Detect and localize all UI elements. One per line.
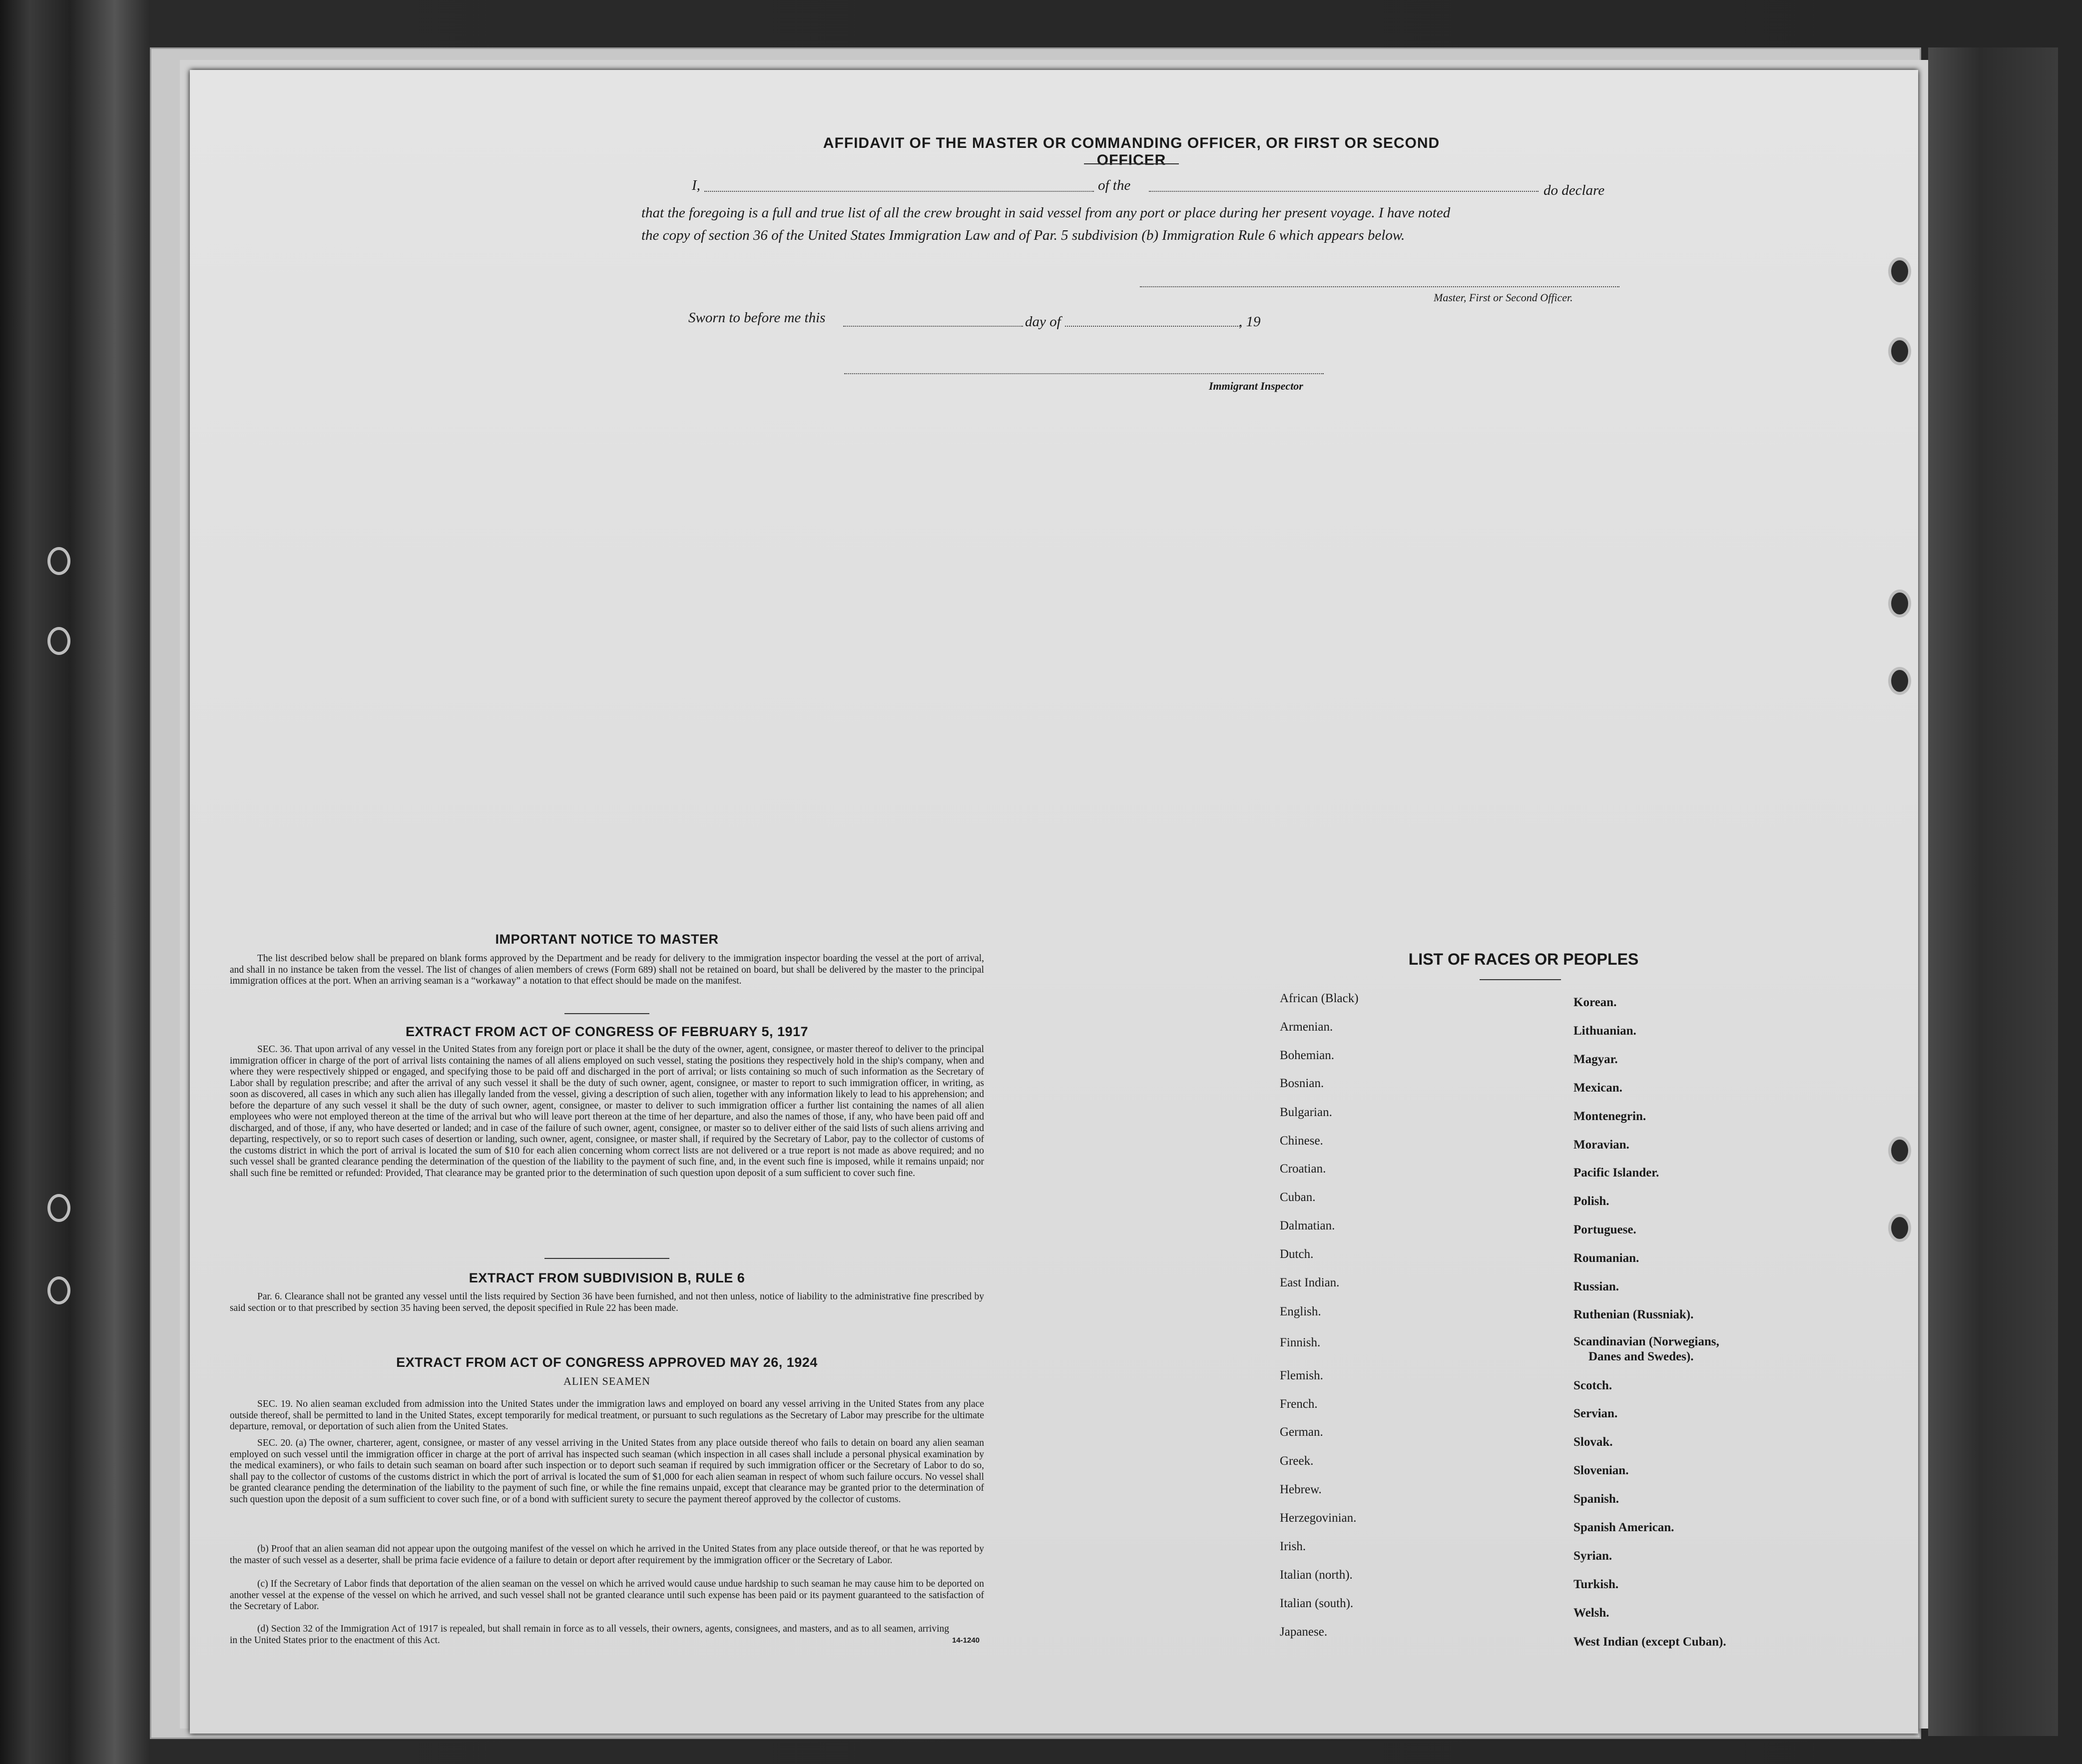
act-1924-subtitle: ALIEN SEAMEN [563, 1375, 650, 1387]
inspector-caption: Immigrant Inspector [1209, 380, 1303, 392]
race-item: Finnish. [1280, 1336, 1321, 1349]
sworn-month-line[interactable] [1065, 326, 1240, 327]
race-item: Korean. [1573, 996, 1617, 1009]
race-item: Hebrew. [1280, 1483, 1322, 1496]
race-item: Bohemian. [1280, 1049, 1335, 1062]
vessel-blank-line[interactable] [1149, 191, 1539, 192]
race-item: Spanish. [1573, 1492, 1619, 1506]
race-item: English. [1280, 1305, 1321, 1318]
act-1924-sec19: SEC. 19. No alien seaman excluded from admission into the United States under the immigration laws and employed on board any vessel arriving in the United States from any place outside thereof, shall be permitted to land in the United States, except temporarily for medical treatment, or pursuant to such regulations as the Secretary of Labor may prescribe for the ultimate departure, removal, or deportation of such alien from the United States. [230, 1399, 984, 1432]
binder-hole [47, 627, 70, 655]
notice-text: The list described below shall be prepared on blank forms approved by the Department and be ready for delivery to the immigration inspector boarding the vessel at the port of arrival, and shall in no instance be taken from the vessel. The list of changes of alien members of crews (Form 689) shall not be retained on board, but shall be delivered by the master to the principal immigration offices at the port. When an arriving seaman is a “workaway” a notation to that effect should be made on the manifest. [230, 953, 984, 986]
binder-hole [1888, 667, 1911, 695]
affidavit-declare: do declare [1544, 182, 1605, 198]
binder-hole [1888, 589, 1911, 617]
divider [1084, 163, 1179, 164]
race-item: Syrian. [1573, 1549, 1612, 1563]
race-item: Italian (north). [1280, 1568, 1353, 1582]
binder-hole [1888, 1137, 1911, 1165]
race-item: Roumanian. [1573, 1251, 1639, 1265]
race-item: Portuguese. [1573, 1223, 1636, 1236]
act-1924-title: EXTRACT FROM ACT OF CONGRESS APPROVED MAY 26, 1924 [396, 1355, 818, 1370]
signature-caption: Master, First or Second Officer. [1434, 291, 1573, 304]
race-item: Dutch. [1280, 1247, 1314, 1261]
sworn-year: , 19 [1239, 314, 1261, 330]
race-item: Scandinavian (Norwegians, [1573, 1335, 1719, 1348]
binder-hole [1888, 337, 1911, 365]
binder-strip [1928, 47, 2058, 1736]
signature-line[interactable] [1140, 286, 1619, 287]
binder-hole [47, 547, 70, 575]
divider [544, 1258, 669, 1259]
affidavit-i: I, [692, 177, 700, 193]
inspector-signature-line[interactable] [844, 373, 1324, 374]
race-item: Cuban. [1280, 1190, 1316, 1204]
race-item: Lithuanian. [1573, 1024, 1636, 1038]
sworn-day-of: day of [1025, 314, 1061, 330]
race-item: Croatian. [1280, 1162, 1326, 1176]
race-item: Herzegovinian. [1280, 1511, 1357, 1525]
race-item: Chinese. [1280, 1134, 1323, 1148]
act-1924-sec20d: (d) Section 32 of the Immigration Act of 1917 is repealed, but shall remain in force as to all vessels, their owners, agents, consignees, and masters, and as to all seamen, arriving in the United States prior to the enactment of this Act. [230, 1624, 949, 1646]
races-title: LIST OF RACES OR PEOPLES [1408, 950, 1639, 968]
affidavit-of-the: of the [1098, 177, 1131, 193]
race-item: Scotch. [1573, 1379, 1612, 1392]
sworn-prefix: Sworn to before me this [688, 310, 826, 326]
race-item: Mexican. [1573, 1081, 1622, 1095]
affidavit-line-2: that the foregoing is a full and true list of all the crew brought in said vessel from any port or place during her present voyage. I have noted [641, 205, 1451, 221]
race-item: Magyar. [1573, 1053, 1618, 1066]
act-1917-sec36: SEC. 36. That upon arrival of any vessel in the United States from any foreign port or place it shall be the duty of the owner, agent, consignee, or master thereof to deliver to the principal immigration officer in charge of the port of arrival lists containing the names of all aliens employed on such vessel, stating the positions they respectively hold in the ship's company, when and where they were respectively shipped or engaged, and specifying those to be paid off and discharged in the port of arrival; or lists containing so much of such information as the Secretary of Labor shall by regulation prescribe; and after the arrival of any such vessel it shall be the duty of such owner, agent, consignee, or master to report to such immigration officer, in writing, as soon as discovered, all cases in which any such alien has illegally landed from the vessel, giving a description of such alien, together with any information likely to lead to his apprehension; and before the departure of any such vessel it shall be the duty of such owner, agent, consignee, or master to deliver to such immigration officer a further list containing the names of all alien employees who were not employed thereon at the time of the arrival but who will leave port thereon at the time of her departure, and also the names of those, if any, who have been paid off and discharged, and of those, if any, who have deserted or landed; and in case of the failure of such owner, agent, consignee, or master so to deliver either of the said lists of such aliens arriving and departing, respectively, or so to report such cases of desertion or landing, such owner, agent, consignee, or master shall, if required by the Secretary of Labor, pay to the collector of customs of the customs district in which the port of arrival is located the sum of $10 for each alien concerning whom correct lists are not delivered or a true report is not made as above required; and no such vessel shall be granted clearance pending the determination of the question of the liability to the payment of such fine, and, in the event such fine is imposed, while it remains unpaid; nor shall such fine be remitted or refunded: Provided, That clearance may be granted prior to the determination of such question upon deposit of a sum sufficient to cover such fine. [230, 1044, 984, 1178]
notice-title: IMPORTANT NOTICE TO MASTER [495, 932, 719, 947]
binder-hole [47, 1194, 70, 1222]
race-item: African (Black) [1280, 992, 1359, 1005]
race-item: Welsh. [1573, 1606, 1609, 1620]
binder-hole [47, 1276, 70, 1304]
race-item: Bulgarian. [1280, 1106, 1332, 1119]
divider [564, 1013, 649, 1014]
race-item: Dalmatian. [1280, 1219, 1335, 1232]
race-item: Slovak. [1573, 1435, 1613, 1449]
race-item: Moravian. [1573, 1138, 1629, 1152]
form-number: 14-1240 [952, 1636, 980, 1645]
race-item: Pacific Islander. [1573, 1166, 1659, 1179]
race-item: Danes and Swedes). [1588, 1350, 1694, 1363]
rule-6-text: Par. 6. Clearance shall not be granted any vessel until the lists required by Section 36 have been furnished, and not then unless, notice of liability to the administrative fine prescribed by said section or to that prescribed by section 35 having been served, the deposit specified in Rule 22 has been made. [230, 1291, 984, 1313]
race-item: Japanese. [1280, 1625, 1328, 1639]
race-item: Italian (south). [1280, 1597, 1354, 1610]
act-1924-sec20b: (b) Proof that an alien seaman did not appear upon the outgoing manifest of the vessel on which he arrived in the United States from any place outside thereof, or that he was reported by the master of such vessel as a deserter, shall be prima facie evidence of a failure to detain or deport after requirement by the immigration officer or the Secretary of Labor. [230, 1544, 984, 1566]
race-item: German. [1280, 1425, 1323, 1439]
race-item: Bosnian. [1280, 1077, 1324, 1090]
sworn-day-line[interactable] [843, 326, 1023, 327]
affidavit-title: AFFIDAVIT OF THE MASTER OR COMMANDING OFFICER, OR FIRST OR SECOND OFFICER [823, 135, 1440, 168]
act-1924-sec20a: SEC. 20. (a) The owner, charterer, agent, consignee, or master of any vessel arriving in the United States from any place outside thereof who fails to detain on board any alien seaman employed on such vessel until the immigration officer in charge at the port of arrival has inspected such seaman (which inspection in all cases shall include a personal physical examination by the medical examiners), or who fails to detain such seaman on board after such inspection or to deport such seaman if required by such immigration officer or the Secretary of Labor to do so, shall pay to the collector of customs of the customs district in which the port of arrival is located the sum of $1,000 for each alien seaman in respect of whom such failure occurs. No vessel shall be granted clearance pending the determination of the liability to the payment of such fine, or while the fine remains unpaid, except that clearance may be granted prior to the determination of such question upon the deposit of a sum sufficient to cover such fine, or of a bond with sufficient surety to secure the payment thereof approved by the collector of customs. [230, 1438, 984, 1505]
binder-hole [1888, 257, 1911, 285]
race-item: Turkish. [1573, 1578, 1619, 1591]
race-item: West Indian (except Cuban). [1573, 1635, 1726, 1649]
race-item: Russian. [1573, 1280, 1619, 1293]
race-item: Flemish. [1280, 1369, 1323, 1382]
race-item: East Indian. [1280, 1276, 1340, 1289]
name-blank-line[interactable] [704, 191, 1094, 192]
affidavit-line-3: the copy of section 36 of the United States Immigration Law and of Par. 5 subdivision (b) Immigration Rule 6 which appears below. [641, 227, 1405, 243]
race-item: Ruthenian (Russniak). [1573, 1308, 1694, 1321]
race-item: French. [1280, 1397, 1318, 1411]
race-item: Slovenian. [1573, 1464, 1629, 1477]
act-1917-title: EXTRACT FROM ACT OF CONGRESS OF FEBRUARY 5, 1917 [405, 1024, 809, 1039]
rule-6-title: EXTRACT FROM SUBDIVISION B, RULE 6 [469, 1270, 745, 1285]
act-1924-sec20c: (c) If the Secretary of Labor finds that deportation of the alien seaman on the vessel on which he arrived would cause undue hardship to such seaman he may cause him to be deported on another vessel at the expense of the vessel on which he arrived, and such vessel shall not be granted clearance until such expense has been paid or its payment guaranteed to the satisfaction of the Secretary of Labor. [230, 1579, 984, 1612]
race-item: Montenegrin. [1573, 1110, 1646, 1123]
race-item: Greek. [1280, 1454, 1314, 1468]
race-item: Spanish American. [1573, 1521, 1674, 1534]
race-item: Servian. [1573, 1407, 1618, 1420]
binder-hole [1888, 1214, 1911, 1242]
race-item: Armenian. [1280, 1020, 1333, 1034]
race-item: Polish. [1573, 1194, 1609, 1208]
race-item: Irish. [1280, 1540, 1306, 1553]
divider [1511, 979, 1561, 980]
